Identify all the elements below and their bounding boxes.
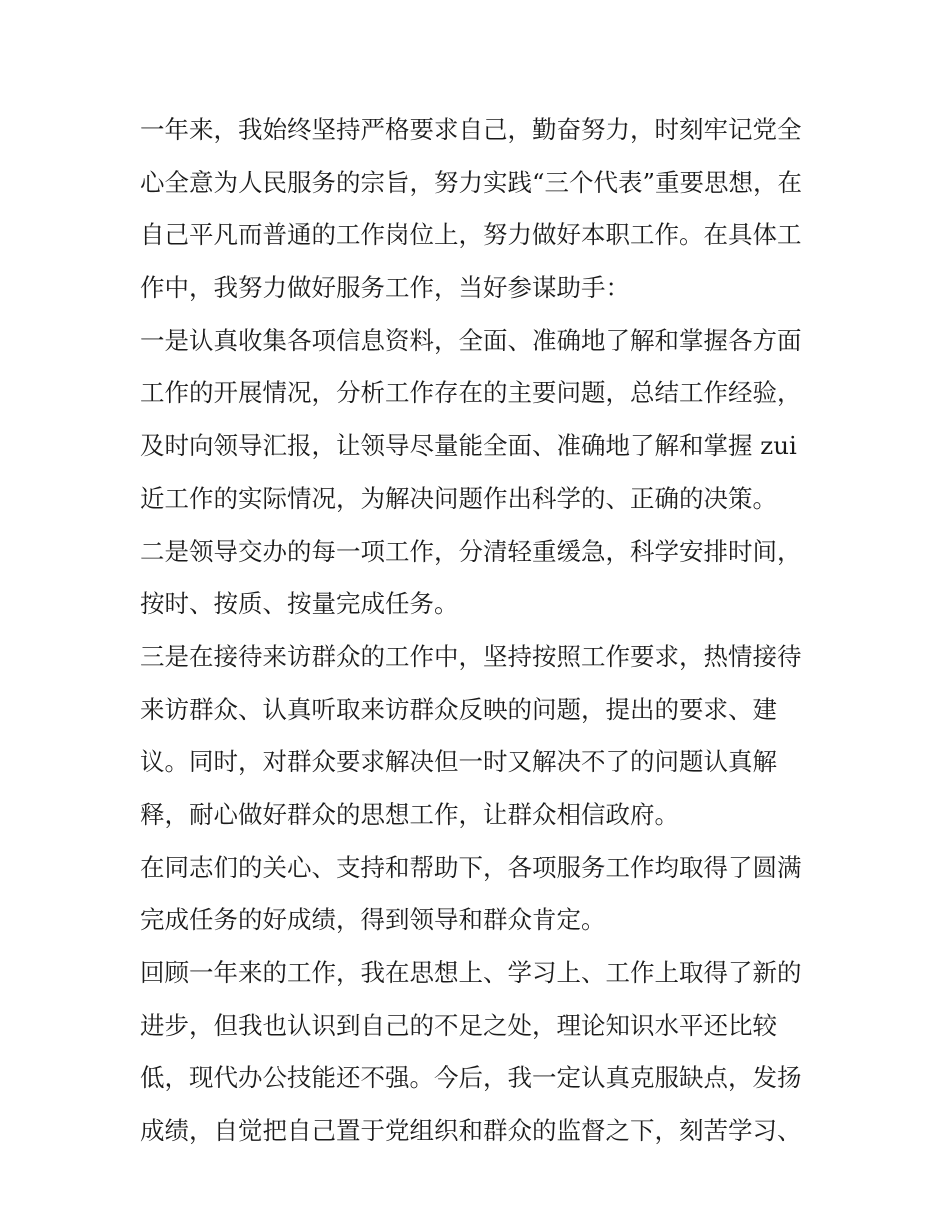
document-body: [140, 104, 816, 1158]
text-line: 一年来，我始终坚持严格要求自己，勤奋努力，时刻牢记党全: [140, 115, 802, 144]
text-line: 进步，但我也认识到自己的不足之处，理论知识水平还比较: [140, 1010, 777, 1040]
text-line: 工作的开展情况，分析工作存在的主要问题，总结工作经验，: [140, 378, 802, 408]
text-line: 一是认真收集各项信息资料，全面、准确地了解和掌握各方面: [140, 325, 802, 355]
text-line: 完成任务的好成绩，得到领导和群众肯定。: [140, 905, 606, 935]
text-line: 作中，我努力做好服务工作，当好参谋助手：: [140, 273, 630, 303]
text-line: 在同志们的关心、支持和帮助下，各项服务工作均取得了圆满: [140, 852, 802, 882]
text-line: 心全意为人民服务的宗旨，努力实践“三个代表”重要思想，在: [140, 167, 803, 197]
text-line: 来访群众、认真听取来访群众反映的问题，提出的要求、建: [140, 694, 777, 724]
text-line: 按时、按质、按量完成任务。: [140, 589, 459, 619]
text-line: 低，现代办公技能还不强。今后，我一定认真克服缺点，发扬: [140, 1063, 802, 1093]
text-line: 成绩，自觉把自己置于党组织和群众的监督之下，刻苦学习、: [140, 1116, 802, 1146]
text-line: 近工作的实际情况，为解决问题作出科学的、正确的决策。: [140, 483, 777, 513]
text-line: 二是领导交办的每一项工作，分清轻重缓急，科学安排时间，: [140, 536, 802, 566]
text-line: 议。同时，对群众要求解决但一时又解决不了的问题认真解: [140, 747, 777, 777]
text-line: 释，耐心做好群众的思想工作，让群众相信政府。: [140, 799, 679, 829]
text-line: 自己平凡而普通的工作岗位上，努力做好本职工作。在具体工: [140, 220, 802, 250]
text-line: 及时向领导汇报，让领导尽量能全面、准确地了解和掌握 zui: [140, 431, 797, 461]
text-line: 三是在接待来访群众的工作中，坚持按照工作要求，热情接待: [140, 641, 802, 671]
text-line: 回顾一年来的工作，我在思想上、学习上、工作上取得了新的: [140, 958, 802, 987]
